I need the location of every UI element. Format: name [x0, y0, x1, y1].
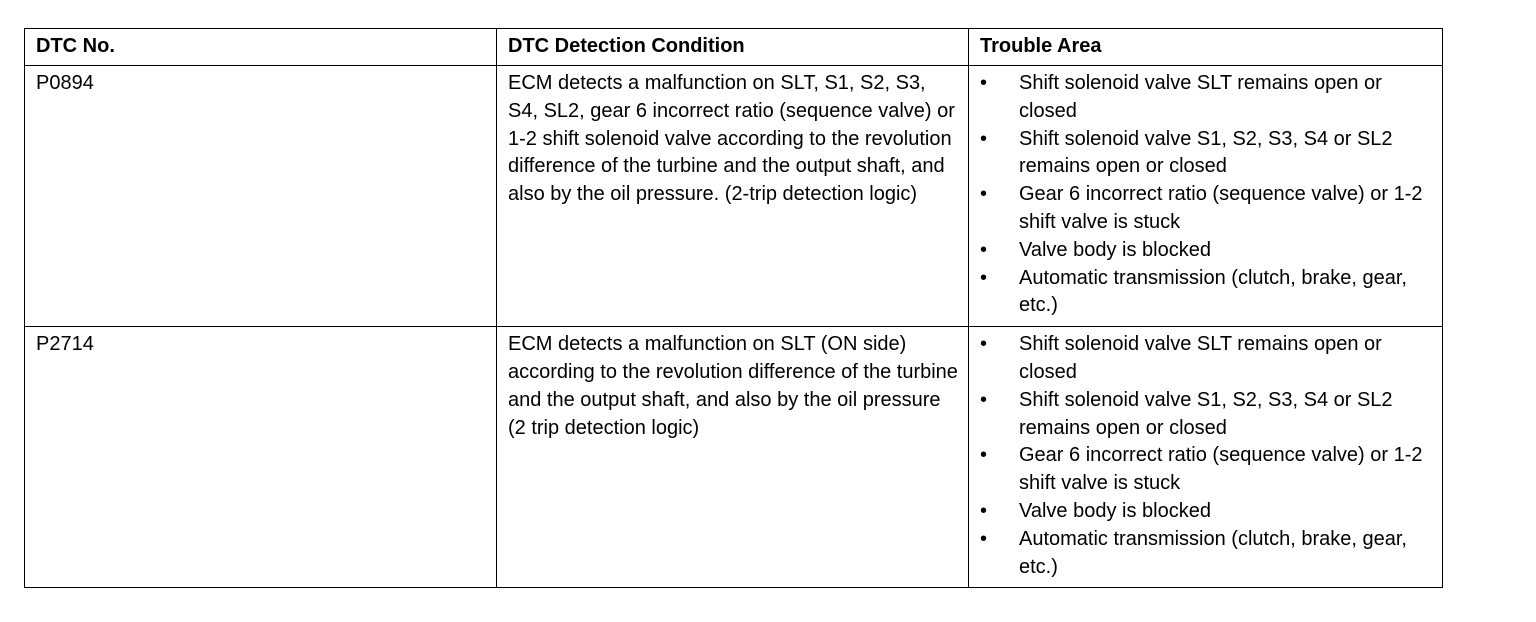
list-item: • Gear 6 incorrect ratio (sequence valve) or 1-2 shift valve is stuck	[980, 442, 1434, 498]
table-row	[25, 66, 1443, 327]
table-header-row	[25, 29, 1443, 66]
dtc-code-cell: P2714	[25, 327, 497, 588]
list-item: • Automatic transmission (clutch, brake, gear, etc.)	[980, 526, 1434, 582]
dtc-table	[24, 28, 1443, 588]
trouble-area-list	[980, 70, 1434, 320]
header-dtc-no: DTC No.	[25, 29, 497, 66]
trouble-area-cell	[969, 66, 1443, 327]
trouble-area-list	[980, 331, 1434, 581]
list-item: • Shift solenoid valve S1, S2, S3, S4 or SL2 remains open or closed	[980, 126, 1434, 182]
list-item: • Valve body is blocked	[980, 498, 1434, 526]
header-detection-condition: DTC Detection Condition	[497, 29, 969, 66]
list-item: • Shift solenoid valve SLT remains open or closed	[980, 331, 1434, 387]
list-item: • Automatic transmission (clutch, brake, gear, etc.)	[980, 265, 1434, 321]
dtc-code-cell: P0894	[25, 66, 497, 327]
header-trouble-area: Trouble Area	[969, 29, 1443, 66]
detection-condition-cell: ECM detects a malfunction on SLT (ON side) according to the revolution difference of the turbine and the output shaft, and also by the oil pressure (2 trip detection logic)	[497, 327, 969, 588]
list-item: • Shift solenoid valve SLT remains open or closed	[980, 70, 1434, 126]
trouble-area-cell	[969, 327, 1443, 588]
table-row	[25, 327, 1443, 588]
list-item: • Gear 6 incorrect ratio (sequence valve) or 1-2 shift valve is stuck	[980, 181, 1434, 237]
list-item: • Valve body is blocked	[980, 237, 1434, 265]
list-item: • Shift solenoid valve S1, S2, S3, S4 or SL2 remains open or closed	[980, 387, 1434, 443]
detection-condition-cell: ECM detects a malfunction on SLT, S1, S2, S3, S4, SL2, gear 6 incorrect ratio (sequence valve) or 1-2 shift solenoid valve according to the revolution difference of the turbine and the output shaft, and also by the oil pressure. (2-trip detection logic)	[497, 66, 969, 327]
